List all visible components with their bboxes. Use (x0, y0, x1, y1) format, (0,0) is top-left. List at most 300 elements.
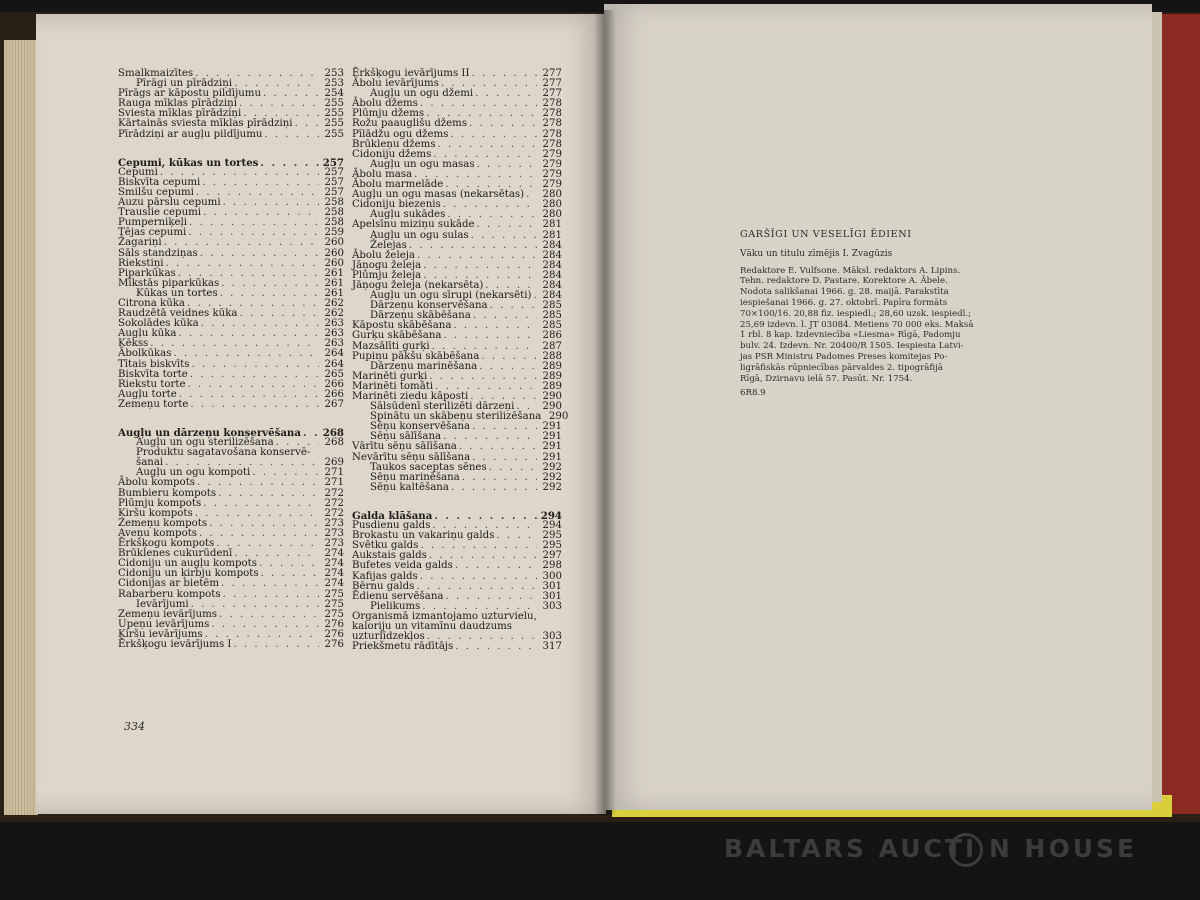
toc-entry-page: 255 (324, 98, 344, 110)
imprint-line: iespiešanai 1966. g. 27. oktobrī. Papīra formāts (740, 297, 948, 308)
toc-leader-dots (221, 579, 319, 589)
toc-entry (118, 238, 344, 248)
toc-entry-page: 289 (542, 380, 562, 392)
toc-entry-title: Augļu un ogu masas (370, 158, 475, 170)
toc-entry-title: Rabarberu kompots (118, 588, 221, 600)
toc-entry-page: 285 (542, 320, 562, 332)
toc-entry-page: 280 (542, 199, 562, 211)
toc-entry-page: 268 (322, 427, 344, 439)
toc-entry-title: Biskvīta torte (118, 368, 188, 380)
toc-leader-dots (479, 362, 537, 372)
toc-entry-page: 258 (324, 207, 344, 219)
page-number: 334 (124, 720, 145, 733)
toc-entry-page: 257 (324, 176, 344, 188)
toc-entry-title: Produktu sagatavošana konservē- (136, 447, 311, 459)
toc-entry-title: Želejas (370, 239, 407, 251)
toc-entry (118, 640, 344, 650)
imprint-line: 25,69 izdevn. l. JT 03084. Metiens 70 000 eks. Maksā (740, 319, 974, 330)
toc-entry-page: 301 (542, 590, 562, 602)
toc-entry-title: Bērnu galds (352, 580, 415, 592)
toc-entry-page: 255 (324, 118, 344, 130)
toc-leader-dots (455, 561, 537, 571)
toc-entry-title: Trauslie cepumi (118, 207, 202, 219)
classification-code: 6R8.9 (740, 388, 766, 399)
toc-leader-dots (423, 261, 537, 271)
toc-entry-title: šanai (136, 457, 164, 469)
imprint-line: Rīgā, Dzirnavu ielā 57. Pasūt. Nr. 1754. (740, 373, 913, 384)
toc-entry-page: 300 (542, 570, 562, 582)
toc-entry-title: Mazsālīti gurķi (352, 340, 430, 352)
toc-entry-page: 276 (324, 628, 344, 640)
toc-entry-title: kaloriju un vitamīnu daudzums (352, 620, 513, 632)
toc-leader-dots (455, 642, 537, 652)
toc-entry-title: Pumperniķeļi (118, 217, 188, 229)
toc-entry-title: Svētku galds (352, 540, 419, 552)
toc-leader-dots (434, 511, 537, 521)
toc-entry-page: 298 (542, 560, 562, 572)
toc-leader-dots (173, 349, 319, 359)
toc-entry-title: Cidoniju un ķirbju kompots (118, 568, 259, 580)
toc-leader-dots (469, 119, 537, 129)
toc-entry-title: Brūkleņu džems (352, 138, 436, 150)
toc-entry-title: Smalkmaizītes (118, 68, 194, 79)
toc-leader-dots (453, 321, 537, 331)
toc-leader-dots (191, 360, 319, 370)
imprint-block (740, 229, 974, 399)
toc-entry-page: 255 (324, 128, 344, 140)
toc-entry-title: Tējas cepumi (118, 227, 187, 239)
toc-entry-title: Plūmju želeja (352, 269, 422, 281)
toc-leader-dots (444, 331, 537, 341)
toc-entry-title: Taukos saceptas sēnes (370, 461, 487, 473)
toc-entry-page: 280 (542, 209, 562, 221)
toc-entry-page: 291 (542, 431, 562, 443)
toc-entry-page: 285 (542, 310, 562, 322)
toc-leader-dots (417, 251, 537, 261)
toc-entry-title: Brokastu un vakariņu galds (352, 530, 495, 542)
imprint-line: bulv. 24. Izdevn. Nr. 20400/R 1505. Iespiesta Latvi- (740, 341, 964, 352)
toc-entry-page: 263 (324, 338, 344, 350)
toc-entry-page: 273 (324, 527, 344, 539)
toc-entry-page: 303 (542, 600, 562, 612)
toc-leader-dots (420, 541, 537, 551)
toc-entry-page: 284 (542, 279, 562, 291)
toc-entry-title: Augļu un ogu sterilizēšana (136, 437, 274, 449)
toc-entry-page: 278 (542, 118, 562, 130)
toc-entry-page: 257 (324, 186, 344, 198)
toc-leader-dots (490, 301, 537, 311)
toc-entry-title: Kāpostu skābēšana (352, 320, 452, 332)
left-page-stack-edge (4, 40, 38, 815)
toc-entry-page: 279 (542, 179, 562, 191)
toc-entry-title: Piparkūkas (118, 267, 176, 279)
toc-entry-title: Sālsūdenī sterilizēti dārzeņi (370, 401, 515, 413)
toc-entry-title: Pīlādžu ogu džems (352, 128, 449, 140)
toc-leader-dots (303, 428, 319, 438)
toc-leader-dots (471, 231, 537, 241)
toc-entry-page: 279 (542, 168, 562, 180)
toc-entry-page: 266 (324, 388, 344, 400)
toc-leader-dots (438, 140, 537, 150)
toc-entry-page: 279 (542, 158, 562, 170)
toc-entry-title: Jāņogu želeja (352, 259, 422, 271)
toc-leader-dots (201, 319, 319, 329)
toc-leader-dots (445, 592, 537, 602)
toc-entry-title: Ābolkūkas (118, 348, 172, 360)
toc-entry-page: 281 (542, 219, 562, 231)
toc-leader-dots (221, 279, 319, 289)
toc-entry-title: Organismā izmantojamo uzturvielu, (352, 610, 537, 622)
toc-leader-dots (473, 311, 537, 321)
toc-entry-page: 275 (324, 598, 344, 610)
toc-leader-dots (489, 463, 537, 473)
toc-entry-title: Sēņu kaltēšana (370, 481, 449, 493)
toc-entry-title: Marinēti gurķi (352, 370, 428, 382)
toc-entry-title: Upeņu ievārījums (118, 618, 210, 630)
toc-entry-page: 276 (324, 618, 344, 630)
toc-entry-title: Zemeņu ievārījums (118, 608, 218, 620)
toc-leader-dots (190, 370, 319, 380)
toc-leader-dots (239, 99, 319, 109)
toc-entry-title: Mīkstās piparkūkas (118, 277, 220, 289)
toc-entry-page: 284 (542, 249, 562, 261)
toc-entry-page: 285 (542, 300, 562, 312)
toc-entry-page: 269 (324, 457, 344, 469)
toc-leader-dots (166, 259, 319, 269)
toc-entry-title: Ķiršu kompots (118, 507, 193, 519)
toc-entry-page: 291 (542, 421, 562, 433)
toc-leader-dots (259, 559, 319, 569)
toc-entry (352, 220, 562, 230)
toc-entry-page: 278 (542, 98, 562, 110)
toc-entry-title: Cidoniju džems (352, 148, 432, 160)
toc-entry-page: 289 (542, 360, 562, 372)
toc-entry-title: Sviesta mīklas pīrādziņi (118, 108, 242, 120)
toc-entry-title: Spinātu un skābeņu sterilizēšana (370, 411, 542, 423)
toc-entry-page: 273 (324, 538, 344, 550)
toc-leader-dots (179, 390, 319, 400)
toc-entry-page: 257 (324, 166, 344, 178)
toc-entry-page: 292 (542, 461, 562, 473)
toc-leader-dots (475, 89, 537, 99)
toc-entry-page: 287 (542, 340, 562, 352)
toc-leader-dots (150, 339, 319, 349)
imprint-lines (740, 265, 974, 385)
toc-entry-page: 275 (324, 588, 344, 600)
toc-entry-page: 279 (542, 148, 562, 160)
toc-leader-dots (233, 640, 319, 650)
toc-entry-page: 281 (542, 229, 562, 241)
toc-entry-page: 276 (324, 638, 344, 650)
toc-entry-page: 271 (324, 477, 344, 489)
toc-entry-page: 267 (324, 398, 344, 410)
toc-entry-page: 301 (542, 580, 562, 592)
toc-entry-page: 275 (324, 608, 344, 620)
toc-entry-page: 291 (542, 451, 562, 463)
toc-entry-page: 286 (542, 330, 562, 342)
toc-leader-dots (261, 569, 319, 579)
toc-entry-page: 260 (324, 237, 344, 249)
toc-entry-title: Pīrāgs ar kāpostu pildījumu (118, 88, 262, 100)
toc-entry-title: uzturlīdzekļos (352, 631, 425, 643)
toc-leader-dots (202, 178, 319, 188)
toc-entry-title: Cidoniju biezenis (352, 199, 441, 211)
toc-entry-title: Ērkšķogu ievārījums I (118, 638, 232, 650)
toc-entry-title: Kafijas galds (352, 570, 418, 582)
toc-entry-title: Aveņu kompots (118, 527, 198, 539)
toc-entry-page: 291 (542, 441, 562, 453)
red-cover-edge (1158, 14, 1200, 814)
toc-leader-dots (526, 190, 537, 200)
toc-entry-title: Riekstiņi (118, 257, 164, 269)
toc-entry-title: Pusdienu galds (352, 520, 431, 532)
toc-entry-title: Augļu un ogu sīrupi (nekarsēti) (370, 290, 532, 302)
toc-entry-page: 277 (542, 68, 562, 79)
toc-entry-page: 278 (542, 108, 562, 120)
toc-entry-page: 274 (324, 558, 344, 570)
toc-entry-page: 284 (542, 259, 562, 271)
toc-entry-page: 292 (542, 481, 562, 493)
toc-entry-title: Cepumi, kūkas un tortes (118, 156, 259, 169)
toc-entry-title: Nevārītu sēņu sālīšana (352, 451, 471, 463)
toc-entry-title: Riekstu torte (118, 378, 186, 390)
toc-leader-dots (459, 442, 537, 452)
toc-entry-title: Augļu un ogu sulas (370, 229, 469, 241)
toc-entry-title: Bufetes veida galds (352, 560, 453, 572)
toc-entry-title: Žagariņi (118, 237, 162, 249)
toc-entry-title: Raudzētā veidnes kūka (118, 308, 238, 320)
toc-entry-page: 261 (324, 277, 344, 289)
toc-entry-page: 266 (324, 378, 344, 390)
toc-entry-title: Augļu un ogu kompoti (136, 467, 251, 479)
toc-leader-dots (164, 238, 319, 248)
imprint-line: 70×100/16. 20,88 fiz. iespiedl.; 28,60 uzsk. iespiedl.; (740, 308, 972, 319)
toc-entry-page: 260 (324, 247, 344, 259)
toc-leader-dots (477, 160, 537, 170)
toc-leader-dots (471, 69, 537, 79)
toc-leader-dots (239, 309, 319, 319)
toc-entry-title: Ābolu ievārījums (352, 78, 439, 90)
right-page (604, 4, 1152, 810)
toc-leader-dots (200, 249, 319, 259)
toc-entry (118, 329, 344, 339)
toc-entry-title: Galda klāšana (352, 509, 433, 522)
toc-leader-dots (451, 483, 537, 493)
toc-entry-page: 280 (542, 189, 562, 201)
toc-entry-title: Smilšu cepumi (118, 186, 194, 198)
toc-leader-dots (263, 89, 319, 99)
toc-entry-title: Sēņu marinēšana (370, 471, 460, 483)
toc-leader-dots (496, 531, 537, 541)
toc-leader-dots (477, 220, 537, 230)
toc-entry-title: Apelsīnu miziņu sukāde (352, 219, 475, 231)
toc-entry-title: Ābolu džems (352, 98, 418, 110)
imprint-line: Tehn. redaktore D. Pastare. Korektore A. Ābele. (740, 276, 948, 287)
toc-entry-page: 255 (324, 108, 344, 120)
toc-column-1 (118, 69, 344, 650)
toc-entry-page: 260 (324, 257, 344, 269)
toc-entry-title: Marinēti ziedu kāposti (352, 391, 469, 402)
toc-leader-dots (264, 130, 319, 140)
toc-entry-title: Sēņu sālīšana (370, 431, 442, 443)
toc-leader-dots (203, 208, 319, 218)
toc-entry-page: 265 (324, 368, 344, 380)
toc-entry-page: 294 (540, 509, 562, 522)
toc-entry-title: Citrona kūka (118, 297, 186, 309)
toc-entry-title: Cidonijas ar bietēm (118, 578, 219, 590)
toc-entry-title: Ābolu masa (352, 168, 413, 180)
toc-spacer (118, 410, 344, 428)
toc-entry-page: 297 (542, 550, 562, 562)
toc-entry-title: Pīrāgi un pīrādziņi (136, 78, 233, 90)
toc-entry-title: Priekšmetu rādītājs (352, 641, 454, 653)
toc-entry-title: Sāls standziņas (118, 247, 198, 259)
toc-entry-title: Rožu paauglišu džems (352, 118, 468, 130)
toc-leader-dots (443, 432, 537, 442)
toc-entry-title: Cidoniju un augļu kompots (118, 558, 258, 570)
toc-entry-page: 253 (324, 78, 344, 90)
toc-entry-page: 289 (542, 370, 562, 382)
toc-entry-page: 272 (324, 507, 344, 519)
toc-entry-title: Auzu pārslu cepumi (118, 197, 221, 209)
toc-entry-page: 259 (324, 227, 344, 239)
toc-entry-page: 295 (542, 530, 562, 542)
toc-entry-title: Pupiņu pākšu skābēšana (352, 350, 480, 362)
toc-entry-page: 258 (324, 197, 344, 209)
toc-entry-title: Biskvīta cepumi (118, 176, 201, 188)
toc-leader-dots (209, 519, 319, 529)
toc-entry-title: Vārītu sēņu sālīšana (352, 441, 457, 453)
toc-leader-dots (223, 198, 319, 208)
toc-entry-title: Augļu un ogu masas (nekarsētas) (352, 189, 525, 201)
toc-entry-page: 257 (322, 156, 344, 169)
toc-entry-page: 284 (542, 239, 562, 251)
toc-entry-page: 273 (324, 517, 344, 529)
toc-entry-title: Ābolu želeja (352, 249, 415, 261)
toc-entry-title: Cepumi (118, 166, 158, 178)
toc-leader-dots (188, 228, 319, 238)
toc-entry-page: 274 (324, 578, 344, 590)
toc-entry-title: Ķiršu ievārījums (118, 628, 203, 640)
toc-leader-dots (219, 610, 319, 620)
imprint-line: Redaktore E. Vulfsone. Māksl. redaktors A. Lipins. (740, 265, 961, 276)
toc-entry-title: Jāņogu želeja (nekarsēta) (352, 279, 484, 291)
toc-entry-title: Augļu kūka (118, 328, 177, 340)
toc-entry-page: 258 (324, 217, 344, 229)
toc-entry-title: Augļu torte (118, 388, 177, 400)
toc-leader-dots (295, 119, 319, 129)
toc-entry (352, 483, 562, 493)
imprint-line: jas PSR Ministru Padomes Preses komitejas Po- (740, 351, 948, 362)
toc-entry-title: Dārzeņu konservēšana (370, 300, 488, 312)
toc-leader-dots (420, 99, 537, 109)
toc-entry-page: 290 (542, 401, 562, 413)
toc-entry-title: Brūklenes cukurūdenī (118, 548, 233, 560)
toc-entry-title: Zemeņu kompots (118, 517, 208, 529)
toc-entry-page: 268 (324, 437, 344, 449)
toc-entry-page: 274 (324, 568, 344, 580)
toc-entry-title: Ērkšķogu ievārījums II (352, 68, 470, 79)
toc-entry-page: 295 (542, 540, 562, 552)
toc-entry-page: 254 (324, 88, 344, 100)
watermark-logo-ring (949, 833, 983, 867)
toc-entry-title: Zemeņu torte (118, 398, 189, 410)
toc-leader-dots (199, 529, 319, 539)
toc-entry-title: Sēņu konservēšana (370, 421, 471, 433)
toc-leader-dots (450, 130, 537, 140)
toc-entry-page: 261 (324, 287, 344, 299)
toc-entry-page: 288 (542, 350, 562, 362)
toc-entry (352, 642, 562, 652)
toc-entry-title: Kūkas un tortes (136, 287, 218, 299)
toc-entry-title: Pielikums (370, 600, 421, 612)
toc-entry-page: 262 (324, 297, 344, 309)
toc-entry (118, 579, 344, 589)
toc-entry-page: 264 (324, 358, 344, 370)
toc-entry-title: Plūmju kompots (118, 497, 202, 509)
toc-leader-dots (443, 200, 537, 210)
toc-leader-dots (211, 620, 319, 630)
toc-entry-page: 284 (542, 269, 562, 281)
toc-entry-title: Ābolu marmelāde (352, 179, 444, 191)
toc-leader-dots (203, 499, 319, 509)
toc-entry-title: Augļu sukādes (370, 209, 446, 221)
toc-entry-title: Dārzeņu skābēšana (370, 310, 471, 322)
toc-spacer (352, 493, 562, 511)
toc-entry-title: Marinēti tomāti (352, 380, 434, 392)
toc-entry-title: Ērkšķogu kompots (118, 538, 215, 550)
toc-leader-dots (178, 329, 319, 339)
toc-leader-dots (481, 352, 537, 362)
toc-entry-page: 272 (324, 497, 344, 509)
toc-leader-dots (260, 158, 319, 168)
toc-spacer (118, 140, 344, 158)
book-spine (594, 10, 616, 815)
toc-entry-page: 271 (324, 467, 344, 479)
toc-leader-dots (218, 489, 319, 499)
toc-entry-title: Tītais biskvīts (118, 358, 190, 370)
toc-entry-title: Augļu un ogu džemi (370, 88, 474, 100)
toc-entry-page: 277 (542, 78, 562, 90)
toc-entry-page: 264 (324, 348, 344, 360)
toc-entry-page: 317 (542, 641, 562, 653)
toc-entry (118, 400, 344, 410)
toc-entry-page: 272 (324, 487, 344, 499)
toc-leader-dots (472, 422, 537, 432)
toc-entry-page: 278 (542, 138, 562, 150)
toc-entry-title: Pīrādziņi ar augļu pildījumu (118, 128, 263, 140)
toc-entry-page: 274 (324, 548, 344, 560)
auction-watermark: BALTARS AUCTI N HOUSE (724, 834, 1138, 863)
imprint-line: Nodota salikšanai 1966. g. 28. maijā. Parakstīta (740, 287, 949, 298)
toc-entry-title: Rauga mīklas pīrādziņi (118, 98, 237, 110)
toc-entry-title: Gurķu skābēšana (352, 330, 442, 342)
book-title: GARŠĪGI UN VESELĪGI ĒDIENI (740, 229, 912, 240)
toc-leader-dots (195, 509, 319, 519)
toc-entry-page: 292 (542, 471, 562, 483)
toc-entry-page: 261 (324, 267, 344, 279)
toc-entry-page: 263 (324, 328, 344, 340)
toc-entry-title: Augļu un dārzeņu konservēšana (118, 427, 301, 439)
toc-entry-page: 262 (324, 308, 344, 320)
toc-leader-dots (409, 241, 537, 251)
toc-entry (352, 561, 562, 571)
toc-entry-page: 290 (548, 411, 569, 423)
cover-credit: Vāku un titulu zīmējis I. Zvagūzis (740, 248, 893, 259)
toc-entry-title: Dārzeņu marinēšana (370, 360, 478, 372)
imprint-line: 1 rbl. 8 kap. Izdevniecība «Liesma» Rīgā, Padomju (740, 330, 961, 341)
toc-entry-title: Kēkss (118, 338, 149, 350)
